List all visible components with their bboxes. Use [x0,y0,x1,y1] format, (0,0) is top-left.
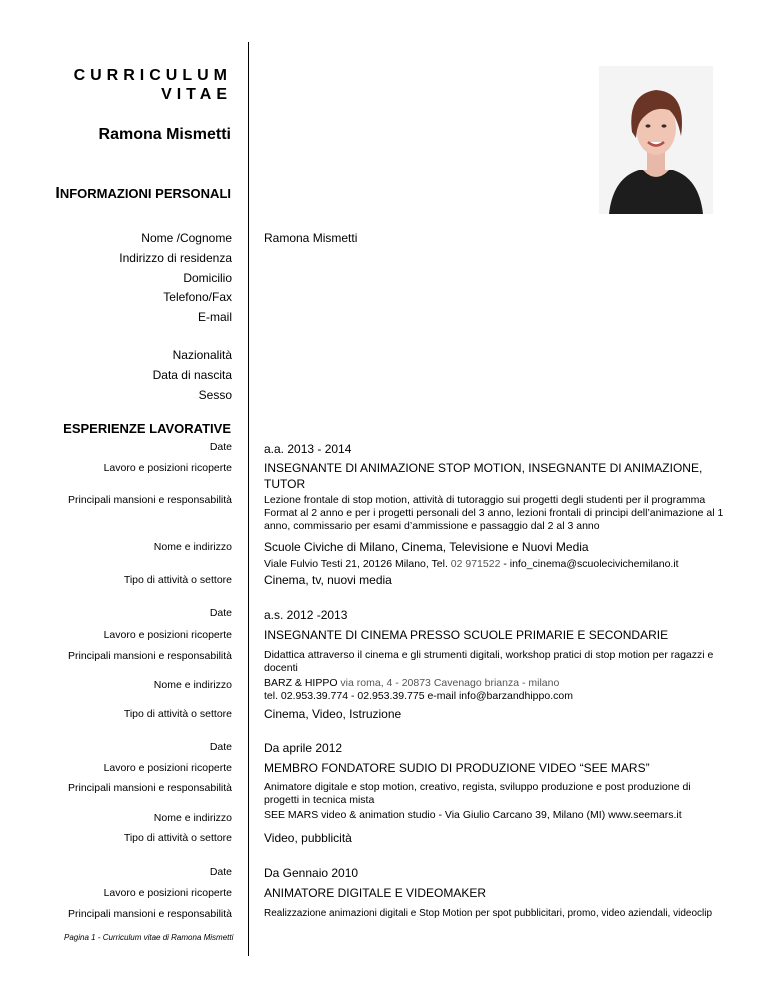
entry-indirizzo-phone: 02 971522 [450,558,501,570]
entry-date: a.a. 2013 - 2014 [264,442,352,456]
entry-date: Da aprile 2012 [264,741,343,755]
label-data-nascita: Data di nascita [152,368,232,382]
entry-tipo: Video, pubblicità [264,831,352,845]
label-nome: Nome /Cognome [141,231,232,245]
entry-lavoro: ANIMATORE DIGITALE E VIDEOMAKER [264,886,487,900]
label-nome-indirizzo: Nome e indirizzo [153,541,232,553]
label-domicilio: Domicilio [183,271,232,285]
entry-tipo: Cinema, tv, nuovi media [264,573,392,587]
entry-indirizzo-part-c: - info_cinema@scuolecivichemilano.it [500,558,679,570]
label-tipo: Tipo di attività o settore [123,574,232,586]
portrait-image [599,66,713,214]
entry-indirizzo [264,677,724,703]
label-tipo: Tipo di attività o settore [123,708,232,720]
section-personal-heading [55,185,231,203]
label-nome-indirizzo: Nome e indirizzo [153,812,232,824]
entry-lavoro: INSEGNANTE DI ANIMAZIONE STOP MOTION, INSEGNANTE DI ANIMAZIONE, TUTOR [264,461,703,491]
label-lavoro: Lavoro e posizioni ricoperte [103,462,232,474]
label-date: Date [209,441,232,453]
value-nome: Ramona Mismetti [264,231,358,245]
entry-contacts: tel. 02.953.39.774 - 02.953.39.775 e-mail info@barzandhippo.com [264,690,573,702]
entry-mansioni: Animatore digitale e stop motion, creativo, regista, sviluppo produzione e post produzione di progetti in tecnica mista [264,781,691,806]
profile-photo [599,66,713,214]
label-indirizzo: Indirizzo di residenza [119,251,232,265]
entry-nome: Scuole Civiche di Milano, Cinema, Televisione e Nuovi Media [264,540,589,554]
entry-mansioni: Didattica attraverso il cinema e gli strumenti digitali, workshop pratici di stop motion per ragazzi e docenti [264,649,714,674]
label-lavoro: Lavoro e posizioni ricoperte [103,629,232,641]
entry-date: Da Gennaio 2010 [264,866,359,880]
section-personal-initial: I [55,185,60,202]
cv-title-line1: CURRICULUM [73,67,232,84]
label-date: Date [209,741,232,753]
label-nazionalita: Nazionalità [172,348,232,362]
entry-nome: SEE MARS video & animation studio - Via Giulio Carcano 39, Milano (MI) www.seemars.it [264,809,682,821]
label-email: E-mail [197,310,232,324]
entry-indirizzo [264,558,724,571]
entry-address: via roma, 4 - 20873 Cavenago brianza - milano [337,677,560,689]
entry-lavoro: MEMBRO FONDATORE SUDIO DI PRODUZIONE VIDEO “SEE MARS” [264,761,650,775]
label-mansioni: Principali mansioni e responsabilità [67,494,232,506]
label-mansioni: Principali mansioni e responsabilità [67,650,232,662]
entry-lavoro: INSEGNANTE DI CINEMA PRESSO SCUOLE PRIMARIE E SECONDARIE [264,628,669,642]
cv-title-line2: VITAE [161,86,232,103]
entry-indirizzo-part-a: Viale Fulvio Testi 21, 20126 Milano, Tel. [264,558,451,570]
entry-company: BARZ & HIPPO [264,677,338,689]
section-experience-heading: ESPERIENZE LAVORATIVE [63,421,231,436]
section-personal-rest: NFORMAZIONI PERSONALI [59,186,231,201]
label-lavoro: Lavoro e posizioni ricoperte [103,762,232,774]
label-mansioni: Principali mansioni e responsabilità [67,782,232,794]
label-telefono: Telefono/Fax [163,290,232,304]
label-nome-indirizzo: Nome e indirizzo [153,679,232,691]
entry-mansioni: Lezione frontale di stop motion, attività di tutoraggio sui progetti degli studenti per il programma Format al 2 anno e per i progetti personali del 3 anno, lezioni frontali di principi dell’animazione al 1 anno, commissario per esami d’ammissione e passaggio dal 2 al 3 anno [264,494,724,532]
label-date: Date [209,607,232,619]
label-date: Date [209,866,232,878]
cv-title [74,66,232,104]
label-lavoro: Lavoro e posizioni ricoperte [103,887,232,899]
label-sesso: Sesso [198,388,232,402]
entry-date: a.s. 2012 -2013 [264,608,348,622]
label-tipo: Tipo di attività o settore [123,832,232,844]
vertical-divider [248,42,249,956]
label-mansioni: Principali mansioni e responsabilità [67,908,232,920]
entry-mansioni: Realizzazione animazioni digitali e Stop Motion per spot pubblicitari, promo, video aziendali, videoclip [264,908,713,919]
candidate-name: Ramona Mismetti [98,126,231,143]
entry-tipo: Cinema, Video, Istruzione [264,707,402,721]
page-footer: Pagina 1 - Curriculum vitae di Ramona Mismetti [64,933,234,942]
